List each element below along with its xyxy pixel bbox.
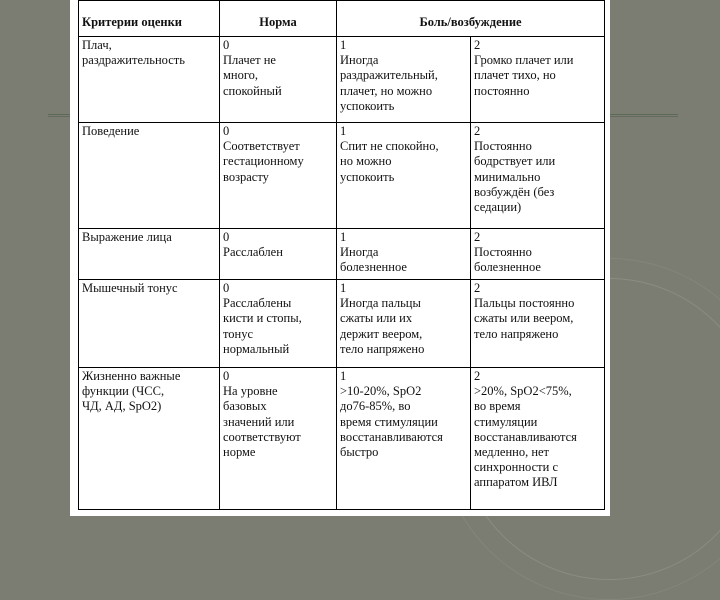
header-norm: Норма: [220, 1, 337, 37]
high-cell: [471, 280, 605, 368]
norm-cell: [220, 368, 337, 510]
mid-cell: [337, 229, 471, 280]
description: Иногда раздражительный, плачет, но можно успокоить: [340, 53, 438, 113]
score: 2: [474, 38, 481, 52]
description: Плачет не много, спокойный: [223, 53, 282, 98]
high-cell: [471, 368, 605, 510]
criterion-cell: Жизненно важные функции (ЧСС, ЧД, АД, SpO2): [79, 368, 220, 510]
criterion-cell: Мышечный тонус: [79, 280, 220, 368]
description: Иногда пальцы сжаты или их держит веером, тело напряжено: [340, 296, 425, 356]
description: Пальцы постоянно сжаты или веером, тело напряжено: [474, 296, 575, 341]
score: 0: [223, 369, 230, 383]
description: Иногда болезненное: [340, 245, 407, 275]
score: 2: [474, 369, 481, 383]
description: >10-20%, SpO2 до76-85%, во время стимуляции восстанавливаются быстро: [340, 384, 443, 460]
description: Постоянно бодрствует или минимально возбуждён (без седации): [474, 139, 556, 215]
norm-cell: [220, 280, 337, 368]
description: Спит не спокойно, но можно успокоить: [340, 139, 439, 184]
table-row: [79, 368, 605, 510]
high-cell: [471, 123, 605, 229]
criterion-cell: Выражение лица: [79, 229, 220, 280]
description: >20%, SpO2<75%, во время стимуляции восстанавливаются медленно, нет синхронности с аппаратом ИВЛ: [474, 384, 577, 490]
mid-cell: [337, 368, 471, 510]
score: 0: [223, 281, 230, 295]
score: 1: [340, 281, 347, 295]
mid-cell: [337, 37, 471, 123]
header-criteria: Критерии оценки: [79, 1, 220, 37]
header-pain: Боль/возбуждение: [337, 1, 605, 37]
score: 1: [340, 369, 347, 383]
score: 0: [223, 230, 230, 244]
table-header-row: [79, 1, 605, 37]
norm-cell: [220, 229, 337, 280]
pain-assessment-table: [78, 0, 605, 510]
table-row: [79, 229, 605, 280]
description: Расслаблены кисти и стопы, тонус нормальный: [223, 296, 302, 356]
score: 2: [474, 281, 481, 295]
high-cell: [471, 37, 605, 123]
table-row: [79, 280, 605, 368]
norm-cell: [220, 123, 337, 229]
table-row: [79, 123, 605, 229]
mid-cell: [337, 123, 471, 229]
norm-cell: [220, 37, 337, 123]
document-page: [70, 0, 610, 516]
description: Громко плачет или плачет тихо, но постоянно: [474, 53, 574, 98]
description: Расслаблен: [223, 245, 283, 260]
score: 1: [340, 124, 347, 138]
description: Постоянно болезненное: [474, 245, 541, 275]
score: 0: [223, 124, 230, 138]
score: 2: [474, 230, 481, 244]
criterion-cell: Поведение: [79, 123, 220, 229]
score: 2: [474, 124, 481, 138]
description: На уровне базовых значений или соответствуют норме: [223, 384, 301, 460]
high-cell: [471, 229, 605, 280]
description: Соответствует гестационному возрасту: [223, 139, 304, 184]
table-row: [79, 37, 605, 123]
score: 1: [340, 38, 347, 52]
score: 1: [340, 230, 347, 244]
criterion-cell: Плач, раздражительность: [79, 37, 220, 123]
score: 0: [223, 38, 230, 52]
mid-cell: [337, 280, 471, 368]
